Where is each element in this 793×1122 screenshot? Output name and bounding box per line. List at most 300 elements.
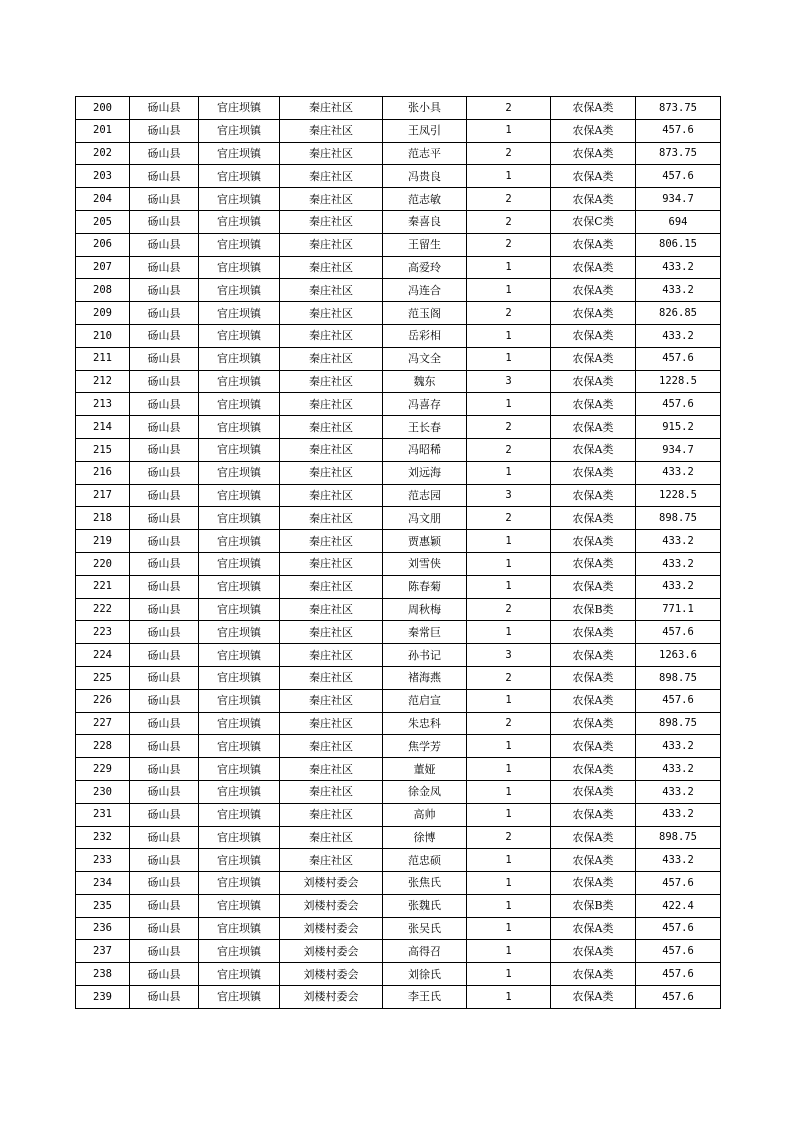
row-number-cell: 208: [76, 279, 130, 302]
name-cell: 贾惠颖: [383, 530, 467, 553]
category-cell: 农保A类: [551, 575, 636, 598]
county-cell: 砀山县: [130, 256, 199, 279]
village-cell: 秦庄社区: [280, 644, 383, 667]
name-cell: 范玉阁: [383, 302, 467, 325]
amount-cell: 457.6: [636, 986, 721, 1009]
table-row: [76, 119, 721, 142]
name-cell: 岳彩相: [383, 324, 467, 347]
household-count-cell: 1: [467, 758, 551, 781]
village-cell: 刘楼村委会: [280, 872, 383, 895]
household-count-cell: 3: [467, 370, 551, 393]
amount-cell: 457.6: [636, 963, 721, 986]
table-row: [76, 393, 721, 416]
category-cell: 农保A类: [551, 644, 636, 667]
table-row: [76, 530, 721, 553]
name-cell: 张魏氏: [383, 894, 467, 917]
county-cell: 砀山县: [130, 233, 199, 256]
table-body: [76, 97, 721, 1009]
category-cell: 农保A类: [551, 689, 636, 712]
village-cell: 秦庄社区: [280, 575, 383, 598]
row-number-cell: 209: [76, 302, 130, 325]
name-cell: 王凤引: [383, 119, 467, 142]
category-cell: 农保A类: [551, 279, 636, 302]
county-cell: 砀山县: [130, 735, 199, 758]
town-cell: 官庄坝镇: [199, 484, 280, 507]
town-cell: 官庄坝镇: [199, 188, 280, 211]
household-count-cell: 1: [467, 986, 551, 1009]
category-cell: 农保A类: [551, 552, 636, 575]
county-cell: 砀山县: [130, 780, 199, 803]
amount-cell: 433.2: [636, 780, 721, 803]
row-number-cell: 212: [76, 370, 130, 393]
town-cell: 官庄坝镇: [199, 803, 280, 826]
town-cell: 官庄坝镇: [199, 689, 280, 712]
village-cell: 秦庄社区: [280, 666, 383, 689]
household-count-cell: 2: [467, 142, 551, 165]
amount-cell: 422.4: [636, 894, 721, 917]
name-cell: 冯连合: [383, 279, 467, 302]
household-count-cell: 2: [467, 826, 551, 849]
household-count-cell: 3: [467, 484, 551, 507]
county-cell: 砀山县: [130, 940, 199, 963]
name-cell: 魏东: [383, 370, 467, 393]
name-cell: 周秋梅: [383, 598, 467, 621]
row-number-cell: 217: [76, 484, 130, 507]
row-number-cell: 222: [76, 598, 130, 621]
row-number-cell: 234: [76, 872, 130, 895]
row-number-cell: 205: [76, 210, 130, 233]
name-cell: 陈春菊: [383, 575, 467, 598]
household-count-cell: 1: [467, 393, 551, 416]
household-count-cell: 1: [467, 279, 551, 302]
category-cell: 农保A类: [551, 940, 636, 963]
name-cell: 李王氏: [383, 986, 467, 1009]
table-row: [76, 416, 721, 439]
name-cell: 范启宣: [383, 689, 467, 712]
town-cell: 官庄坝镇: [199, 575, 280, 598]
row-number-cell: 229: [76, 758, 130, 781]
household-count-cell: 1: [467, 894, 551, 917]
household-count-cell: 1: [467, 621, 551, 644]
relief-roster-table: [75, 96, 721, 1009]
category-cell: 农保A类: [551, 803, 636, 826]
table-row: [76, 97, 721, 120]
category-cell: 农保A类: [551, 666, 636, 689]
village-cell: 秦庄社区: [280, 598, 383, 621]
amount-cell: 433.2: [636, 530, 721, 553]
town-cell: 官庄坝镇: [199, 621, 280, 644]
town-cell: 官庄坝镇: [199, 552, 280, 575]
county-cell: 砀山县: [130, 872, 199, 895]
category-cell: 农保A类: [551, 484, 636, 507]
row-number-cell: 238: [76, 963, 130, 986]
village-cell: 秦庄社区: [280, 393, 383, 416]
name-cell: 王长春: [383, 416, 467, 439]
name-cell: 褚海燕: [383, 666, 467, 689]
county-cell: 砀山县: [130, 484, 199, 507]
category-cell: 农保A类: [551, 530, 636, 553]
amount-cell: 433.2: [636, 803, 721, 826]
village-cell: 秦庄社区: [280, 416, 383, 439]
row-number-cell: 228: [76, 735, 130, 758]
household-count-cell: 1: [467, 849, 551, 872]
category-cell: 农保A类: [551, 370, 636, 393]
name-cell: 冯喜存: [383, 393, 467, 416]
category-cell: 农保A类: [551, 621, 636, 644]
row-number-cell: 210: [76, 324, 130, 347]
county-cell: 砀山县: [130, 803, 199, 826]
household-count-cell: 1: [467, 735, 551, 758]
category-cell: 农保A类: [551, 347, 636, 370]
table-row: [76, 666, 721, 689]
village-cell: 秦庄社区: [280, 507, 383, 530]
amount-cell: 457.6: [636, 393, 721, 416]
name-cell: 张焦氏: [383, 872, 467, 895]
town-cell: 官庄坝镇: [199, 894, 280, 917]
village-cell: 秦庄社区: [280, 97, 383, 120]
table-row: [76, 142, 721, 165]
household-count-cell: 1: [467, 324, 551, 347]
county-cell: 砀山县: [130, 758, 199, 781]
household-count-cell: 2: [467, 302, 551, 325]
household-count-cell: 2: [467, 666, 551, 689]
row-number-cell: 236: [76, 917, 130, 940]
town-cell: 官庄坝镇: [199, 347, 280, 370]
category-cell: 农保A类: [551, 758, 636, 781]
county-cell: 砀山县: [130, 279, 199, 302]
village-cell: 秦庄社区: [280, 347, 383, 370]
household-count-cell: 1: [467, 689, 551, 712]
village-cell: 刘楼村委会: [280, 940, 383, 963]
town-cell: 官庄坝镇: [199, 97, 280, 120]
household-count-cell: 1: [467, 347, 551, 370]
village-cell: 秦庄社区: [280, 780, 383, 803]
town-cell: 官庄坝镇: [199, 233, 280, 256]
row-number-cell: 201: [76, 119, 130, 142]
row-number-cell: 226: [76, 689, 130, 712]
name-cell: 冯贵良: [383, 165, 467, 188]
name-cell: 范忠硕: [383, 849, 467, 872]
household-count-cell: 1: [467, 530, 551, 553]
category-cell: 农保A类: [551, 256, 636, 279]
name-cell: 冯文朋: [383, 507, 467, 530]
household-count-cell: 2: [467, 233, 551, 256]
village-cell: 秦庄社区: [280, 530, 383, 553]
row-number-cell: 202: [76, 142, 130, 165]
amount-cell: 457.6: [636, 347, 721, 370]
county-cell: 砀山县: [130, 530, 199, 553]
county-cell: 砀山县: [130, 119, 199, 142]
village-cell: 刘楼村委会: [280, 963, 383, 986]
county-cell: 砀山县: [130, 826, 199, 849]
category-cell: 农保A类: [551, 712, 636, 735]
amount-cell: 806.15: [636, 233, 721, 256]
town-cell: 官庄坝镇: [199, 758, 280, 781]
table-row: [76, 644, 721, 667]
category-cell: 农保A类: [551, 302, 636, 325]
table-row: [76, 165, 721, 188]
table-row: [76, 758, 721, 781]
row-number-cell: 230: [76, 780, 130, 803]
name-cell: 刘徐氏: [383, 963, 467, 986]
table-row: [76, 986, 721, 1009]
row-number-cell: 214: [76, 416, 130, 439]
county-cell: 砀山县: [130, 849, 199, 872]
town-cell: 官庄坝镇: [199, 210, 280, 233]
household-count-cell: 1: [467, 256, 551, 279]
town-cell: 官庄坝镇: [199, 849, 280, 872]
category-cell: 农保A类: [551, 735, 636, 758]
county-cell: 砀山县: [130, 461, 199, 484]
town-cell: 官庄坝镇: [199, 507, 280, 530]
amount-cell: 433.2: [636, 324, 721, 347]
village-cell: 刘楼村委会: [280, 986, 383, 1009]
table-row: [76, 780, 721, 803]
row-number-cell: 207: [76, 256, 130, 279]
county-cell: 砀山县: [130, 97, 199, 120]
row-number-cell: 232: [76, 826, 130, 849]
amount-cell: 433.2: [636, 256, 721, 279]
county-cell: 砀山县: [130, 666, 199, 689]
county-cell: 砀山县: [130, 712, 199, 735]
row-number-cell: 220: [76, 552, 130, 575]
village-cell: 秦庄社区: [280, 461, 383, 484]
category-cell: 农保A类: [551, 826, 636, 849]
row-number-cell: 231: [76, 803, 130, 826]
amount-cell: 433.2: [636, 552, 721, 575]
household-count-cell: 1: [467, 165, 551, 188]
table-row: [76, 347, 721, 370]
village-cell: 秦庄社区: [280, 689, 383, 712]
table-row: [76, 438, 721, 461]
county-cell: 砀山县: [130, 416, 199, 439]
household-count-cell: 1: [467, 780, 551, 803]
household-count-cell: 2: [467, 210, 551, 233]
row-number-cell: 239: [76, 986, 130, 1009]
name-cell: 刘雪侠: [383, 552, 467, 575]
village-cell: 秦庄社区: [280, 621, 383, 644]
village-cell: 秦庄社区: [280, 233, 383, 256]
village-cell: 秦庄社区: [280, 119, 383, 142]
name-cell: 孙书记: [383, 644, 467, 667]
row-number-cell: 235: [76, 894, 130, 917]
town-cell: 官庄坝镇: [199, 461, 280, 484]
village-cell: 秦庄社区: [280, 165, 383, 188]
table-row: [76, 324, 721, 347]
name-cell: 冯文全: [383, 347, 467, 370]
county-cell: 砀山县: [130, 986, 199, 1009]
county-cell: 砀山县: [130, 917, 199, 940]
village-cell: 秦庄社区: [280, 712, 383, 735]
amount-cell: 873.75: [636, 97, 721, 120]
row-number-cell: 219: [76, 530, 130, 553]
amount-cell: 1228.5: [636, 370, 721, 393]
town-cell: 官庄坝镇: [199, 644, 280, 667]
category-cell: 农保A类: [551, 393, 636, 416]
category-cell: 农保A类: [551, 461, 636, 484]
table-row: [76, 188, 721, 211]
village-cell: 秦庄社区: [280, 758, 383, 781]
town-cell: 官庄坝镇: [199, 256, 280, 279]
county-cell: 砀山县: [130, 302, 199, 325]
town-cell: 官庄坝镇: [199, 142, 280, 165]
category-cell: 农保A类: [551, 165, 636, 188]
town-cell: 官庄坝镇: [199, 712, 280, 735]
county-cell: 砀山县: [130, 370, 199, 393]
category-cell: 农保A类: [551, 986, 636, 1009]
household-count-cell: 1: [467, 963, 551, 986]
row-number-cell: 200: [76, 97, 130, 120]
amount-cell: 433.2: [636, 758, 721, 781]
town-cell: 官庄坝镇: [199, 119, 280, 142]
amount-cell: 934.7: [636, 188, 721, 211]
table-row: [76, 940, 721, 963]
table-row: [76, 826, 721, 849]
amount-cell: 898.75: [636, 666, 721, 689]
county-cell: 砀山县: [130, 165, 199, 188]
name-cell: 徐博: [383, 826, 467, 849]
category-cell: 农保A类: [551, 507, 636, 530]
village-cell: 秦庄社区: [280, 210, 383, 233]
row-number-cell: 206: [76, 233, 130, 256]
category-cell: 农保A类: [551, 119, 636, 142]
village-cell: 秦庄社区: [280, 803, 383, 826]
county-cell: 砀山县: [130, 894, 199, 917]
table-row: [76, 712, 721, 735]
county-cell: 砀山县: [130, 598, 199, 621]
name-cell: 刘远海: [383, 461, 467, 484]
village-cell: 秦庄社区: [280, 552, 383, 575]
row-number-cell: 211: [76, 347, 130, 370]
name-cell: 朱忠科: [383, 712, 467, 735]
name-cell: 秦喜良: [383, 210, 467, 233]
category-cell: 农保B类: [551, 598, 636, 621]
county-cell: 砀山县: [130, 393, 199, 416]
household-count-cell: 1: [467, 872, 551, 895]
category-cell: 农保A类: [551, 963, 636, 986]
village-cell: 秦庄社区: [280, 849, 383, 872]
town-cell: 官庄坝镇: [199, 872, 280, 895]
row-number-cell: 224: [76, 644, 130, 667]
village-cell: 秦庄社区: [280, 438, 383, 461]
household-count-cell: 3: [467, 644, 551, 667]
county-cell: 砀山县: [130, 507, 199, 530]
name-cell: 徐金凤: [383, 780, 467, 803]
household-count-cell: 1: [467, 575, 551, 598]
county-cell: 砀山县: [130, 438, 199, 461]
amount-cell: 457.6: [636, 119, 721, 142]
table-row: [76, 370, 721, 393]
category-cell: 农保A类: [551, 233, 636, 256]
name-cell: 高爱玲: [383, 256, 467, 279]
table-row: [76, 256, 721, 279]
village-cell: 秦庄社区: [280, 370, 383, 393]
amount-cell: 934.7: [636, 438, 721, 461]
name-cell: 张吴氏: [383, 917, 467, 940]
category-cell: 农保A类: [551, 416, 636, 439]
town-cell: 官庄坝镇: [199, 986, 280, 1009]
village-cell: 秦庄社区: [280, 142, 383, 165]
county-cell: 砀山县: [130, 575, 199, 598]
category-cell: 农保A类: [551, 917, 636, 940]
row-number-cell: 221: [76, 575, 130, 598]
amount-cell: 457.6: [636, 165, 721, 188]
row-number-cell: 215: [76, 438, 130, 461]
name-cell: 高得召: [383, 940, 467, 963]
amount-cell: 771.1: [636, 598, 721, 621]
row-number-cell: 213: [76, 393, 130, 416]
amount-cell: 457.6: [636, 940, 721, 963]
table-row: [76, 917, 721, 940]
town-cell: 官庄坝镇: [199, 279, 280, 302]
village-cell: 秦庄社区: [280, 324, 383, 347]
village-cell: 秦庄社区: [280, 188, 383, 211]
row-number-cell: 203: [76, 165, 130, 188]
household-count-cell: 1: [467, 119, 551, 142]
table-row: [76, 963, 721, 986]
village-cell: 秦庄社区: [280, 302, 383, 325]
household-count-cell: 1: [467, 461, 551, 484]
amount-cell: 826.85: [636, 302, 721, 325]
category-cell: 农保A类: [551, 324, 636, 347]
table-row: [76, 210, 721, 233]
row-number-cell: 237: [76, 940, 130, 963]
row-number-cell: 225: [76, 666, 130, 689]
table-row: [76, 621, 721, 644]
table-row: [76, 484, 721, 507]
county-cell: 砀山县: [130, 188, 199, 211]
household-count-cell: 2: [467, 507, 551, 530]
table-row: [76, 302, 721, 325]
amount-cell: 457.6: [636, 621, 721, 644]
county-cell: 砀山县: [130, 142, 199, 165]
county-cell: 砀山县: [130, 347, 199, 370]
table-row: [76, 872, 721, 895]
county-cell: 砀山县: [130, 689, 199, 712]
amount-cell: 1263.6: [636, 644, 721, 667]
town-cell: 官庄坝镇: [199, 917, 280, 940]
amount-cell: 457.6: [636, 872, 721, 895]
table-row: [76, 689, 721, 712]
table-row: [76, 233, 721, 256]
amount-cell: 433.2: [636, 279, 721, 302]
amount-cell: 433.2: [636, 849, 721, 872]
category-cell: 农保A类: [551, 142, 636, 165]
category-cell: 农保A类: [551, 97, 636, 120]
household-count-cell: 2: [467, 188, 551, 211]
county-cell: 砀山县: [130, 644, 199, 667]
town-cell: 官庄坝镇: [199, 598, 280, 621]
town-cell: 官庄坝镇: [199, 438, 280, 461]
county-cell: 砀山县: [130, 963, 199, 986]
row-number-cell: 218: [76, 507, 130, 530]
table-row: [76, 803, 721, 826]
amount-cell: 873.75: [636, 142, 721, 165]
town-cell: 官庄坝镇: [199, 530, 280, 553]
category-cell: 农保A类: [551, 188, 636, 211]
category-cell: 农保A类: [551, 872, 636, 895]
village-cell: 秦庄社区: [280, 484, 383, 507]
household-count-cell: 2: [467, 416, 551, 439]
town-cell: 官庄坝镇: [199, 370, 280, 393]
village-cell: 刘楼村委会: [280, 917, 383, 940]
name-cell: 范志园: [383, 484, 467, 507]
name-cell: 高帅: [383, 803, 467, 826]
town-cell: 官庄坝镇: [199, 826, 280, 849]
category-cell: 农保B类: [551, 894, 636, 917]
name-cell: 冯昭稀: [383, 438, 467, 461]
amount-cell: 898.75: [636, 826, 721, 849]
